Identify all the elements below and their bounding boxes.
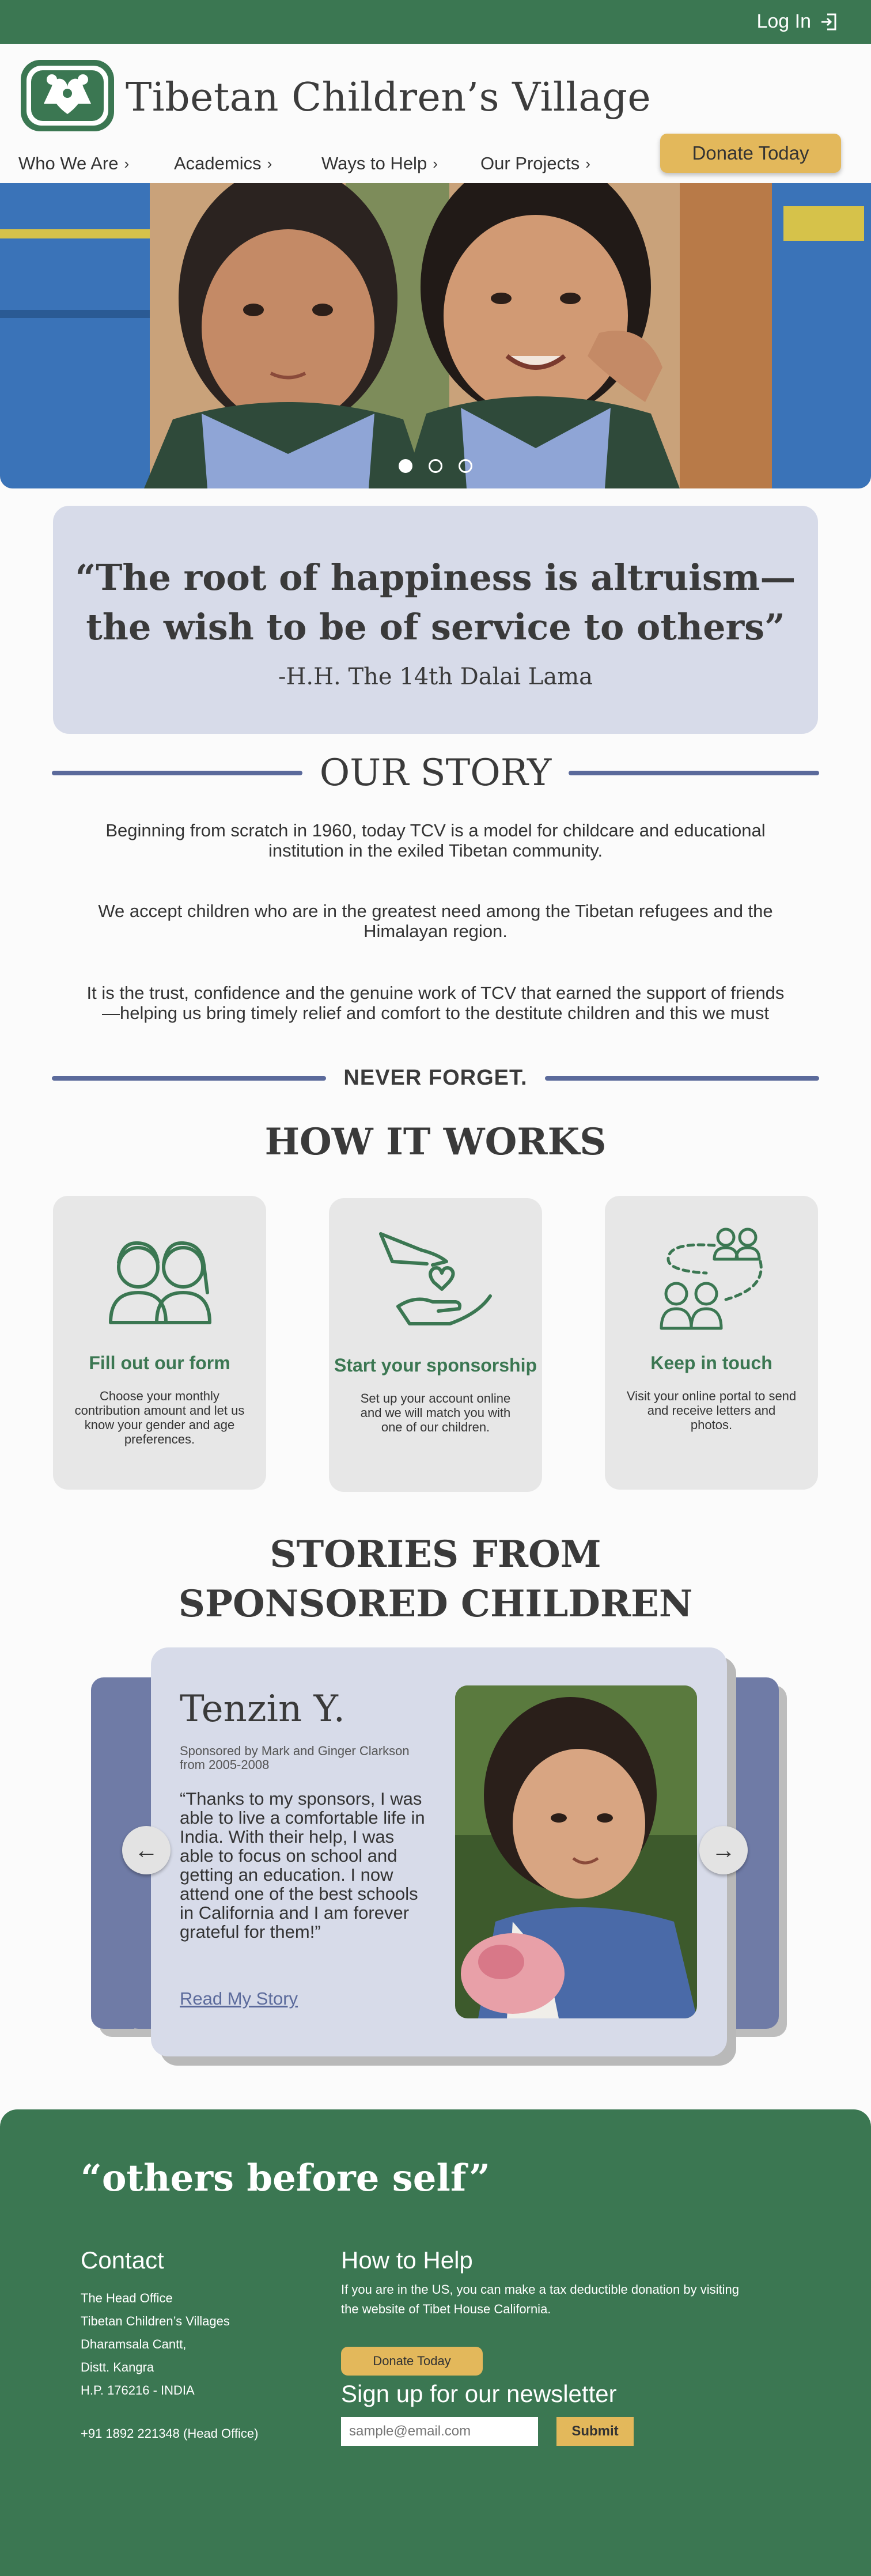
story-paragraph: Beginning from scratch in 1960, today TCV is a model for childcare and educational institution in the exiled Tibetan community. bbox=[105, 820, 766, 861]
tcv-logo[interactable] bbox=[18, 58, 116, 134]
hero-photo bbox=[0, 183, 871, 488]
card-description: Choose your monthly contribution amount and let us know your gender and age preferences. bbox=[74, 1389, 245, 1446]
how-card-keep-in-touch bbox=[605, 1196, 818, 1490]
quote-text bbox=[53, 553, 818, 652]
address-line: The Head Office bbox=[81, 2291, 173, 2305]
newsletter-email-input[interactable] bbox=[341, 2417, 538, 2446]
carousel-dot[interactable] bbox=[399, 459, 412, 473]
next-story-button[interactable]: → bbox=[699, 1826, 748, 1874]
card-description: Visit your online portal to send and receive letters and photos. bbox=[626, 1389, 797, 1432]
how-to-help-text: If you are in the US, you can make a tax deductible donation by visiting the website of Tibet House California. bbox=[341, 2282, 739, 2316]
nav-label: Academics bbox=[174, 153, 262, 173]
footer-donate-button[interactable]: Donate Today bbox=[341, 2347, 483, 2376]
newsletter-heading: Sign up for our newsletter bbox=[341, 2380, 617, 2407]
card-description: Set up your account online and we will match you with one of our children. bbox=[360, 1391, 511, 1434]
login-label: Log In bbox=[756, 10, 811, 32]
carousel-dots bbox=[399, 459, 472, 473]
section-title: OUR STORY bbox=[319, 752, 552, 794]
quote-box bbox=[53, 506, 818, 734]
never-forget-text: NEVER FORGET. bbox=[343, 1066, 528, 1090]
how-card-form bbox=[53, 1196, 266, 1490]
divider-line bbox=[569, 771, 819, 775]
contact-phone[interactable]: +91 1892 221348 (Head Office) bbox=[81, 2426, 259, 2441]
hero-carousel[interactable] bbox=[0, 183, 871, 488]
how-card-sponsorship bbox=[329, 1198, 542, 1492]
story-sponsor: Sponsored by Mark and Ginger Clarkson from 2005-2008 bbox=[180, 1744, 410, 1772]
nav-ways-to-help[interactable] bbox=[321, 153, 480, 174]
never-forget-heading bbox=[52, 1066, 819, 1090]
story-paragraph: It is the trust, confidence and the genuine work of TCV that earned the support of friends—helping us bring timely relief and comfort to the destitute children and this we must bbox=[86, 983, 785, 1023]
card-title: Keep in touch bbox=[650, 1353, 772, 1373]
how-it-works-title: HOW IT WORKS bbox=[264, 1120, 607, 1164]
read-my-story-link[interactable]: Read My Story bbox=[180, 1988, 298, 2009]
nav-label: Our Projects bbox=[480, 153, 580, 173]
story-quote: “Thanks to my sponsors, I was able to live a comfortable life in India. With their help, I was able to focus on school and getting an education. I now attend one of the best schools in California and I am forever grateful for them!” bbox=[180, 1789, 425, 1942]
our-story-heading bbox=[52, 752, 819, 794]
story-paragraph: We accept children who are in the greatest need among the Tibetan refugees and the Himalayan region. bbox=[98, 901, 773, 941]
prev-story-button[interactable]: ← bbox=[122, 1826, 171, 1874]
divider-line bbox=[52, 771, 302, 775]
quote-line: “The root of happiness is altruism— bbox=[75, 556, 796, 598]
donate-button[interactable]: Donate Today bbox=[660, 134, 841, 173]
site-title: Tibetan Children’s Village bbox=[126, 75, 652, 120]
address-line: Tibetan Children’s Villages bbox=[81, 2314, 230, 2328]
chevron-right-icon: › bbox=[433, 154, 438, 172]
story-photo bbox=[455, 1685, 697, 2018]
nav-label: Who We Are bbox=[18, 153, 119, 173]
nav-label: Ways to Help bbox=[321, 153, 427, 173]
stories-title bbox=[0, 1530, 871, 1629]
address-line: Dharamsala Cantt, bbox=[81, 2337, 187, 2351]
chevron-right-icon: › bbox=[585, 154, 590, 172]
giving-heart-icon bbox=[375, 1227, 496, 1336]
nav-our-projects[interactable] bbox=[480, 153, 590, 174]
stories-title-line: SPONSORED CHILDREN bbox=[178, 1582, 693, 1626]
how-to-help-heading: How to Help bbox=[341, 2247, 473, 2274]
footer-motto: “others before self” bbox=[81, 2157, 490, 2200]
contact-address bbox=[81, 2287, 230, 2402]
contact-heading: Contact bbox=[81, 2247, 164, 2274]
login-link[interactable] bbox=[756, 10, 839, 33]
story-child-name: Tenzin Y. bbox=[180, 1688, 345, 1730]
newsletter-submit-button[interactable]: Submit bbox=[556, 2417, 634, 2446]
quote-author: -H.H. The 14th Dalai Lama bbox=[278, 664, 593, 690]
carousel-dot[interactable] bbox=[459, 459, 472, 473]
children-icon bbox=[99, 1225, 220, 1334]
nav-academics[interactable] bbox=[174, 153, 321, 174]
address-line: Distt. Kangra bbox=[81, 2360, 154, 2374]
carousel-dot[interactable] bbox=[429, 459, 442, 473]
stories-title-line: STORIES FROM bbox=[270, 1533, 601, 1576]
connection-icon bbox=[651, 1225, 772, 1334]
main-nav bbox=[18, 153, 590, 174]
chevron-right-icon: › bbox=[124, 154, 130, 172]
address-line: H.P. 176216 - INDIA bbox=[81, 2383, 195, 2397]
card-title: Fill out our form bbox=[89, 1353, 230, 1373]
divider-line bbox=[52, 1076, 326, 1081]
login-icon bbox=[819, 12, 839, 32]
nav-who-we-are[interactable] bbox=[18, 153, 174, 174]
divider-line bbox=[545, 1076, 819, 1081]
quote-line: the wish to be of service to others” bbox=[86, 606, 785, 648]
chevron-right-icon: › bbox=[267, 154, 272, 172]
footer bbox=[0, 2109, 871, 2576]
card-title: Start your sponsorship bbox=[334, 1355, 537, 1376]
top-bar bbox=[0, 0, 871, 44]
story-card bbox=[151, 1647, 727, 2056]
